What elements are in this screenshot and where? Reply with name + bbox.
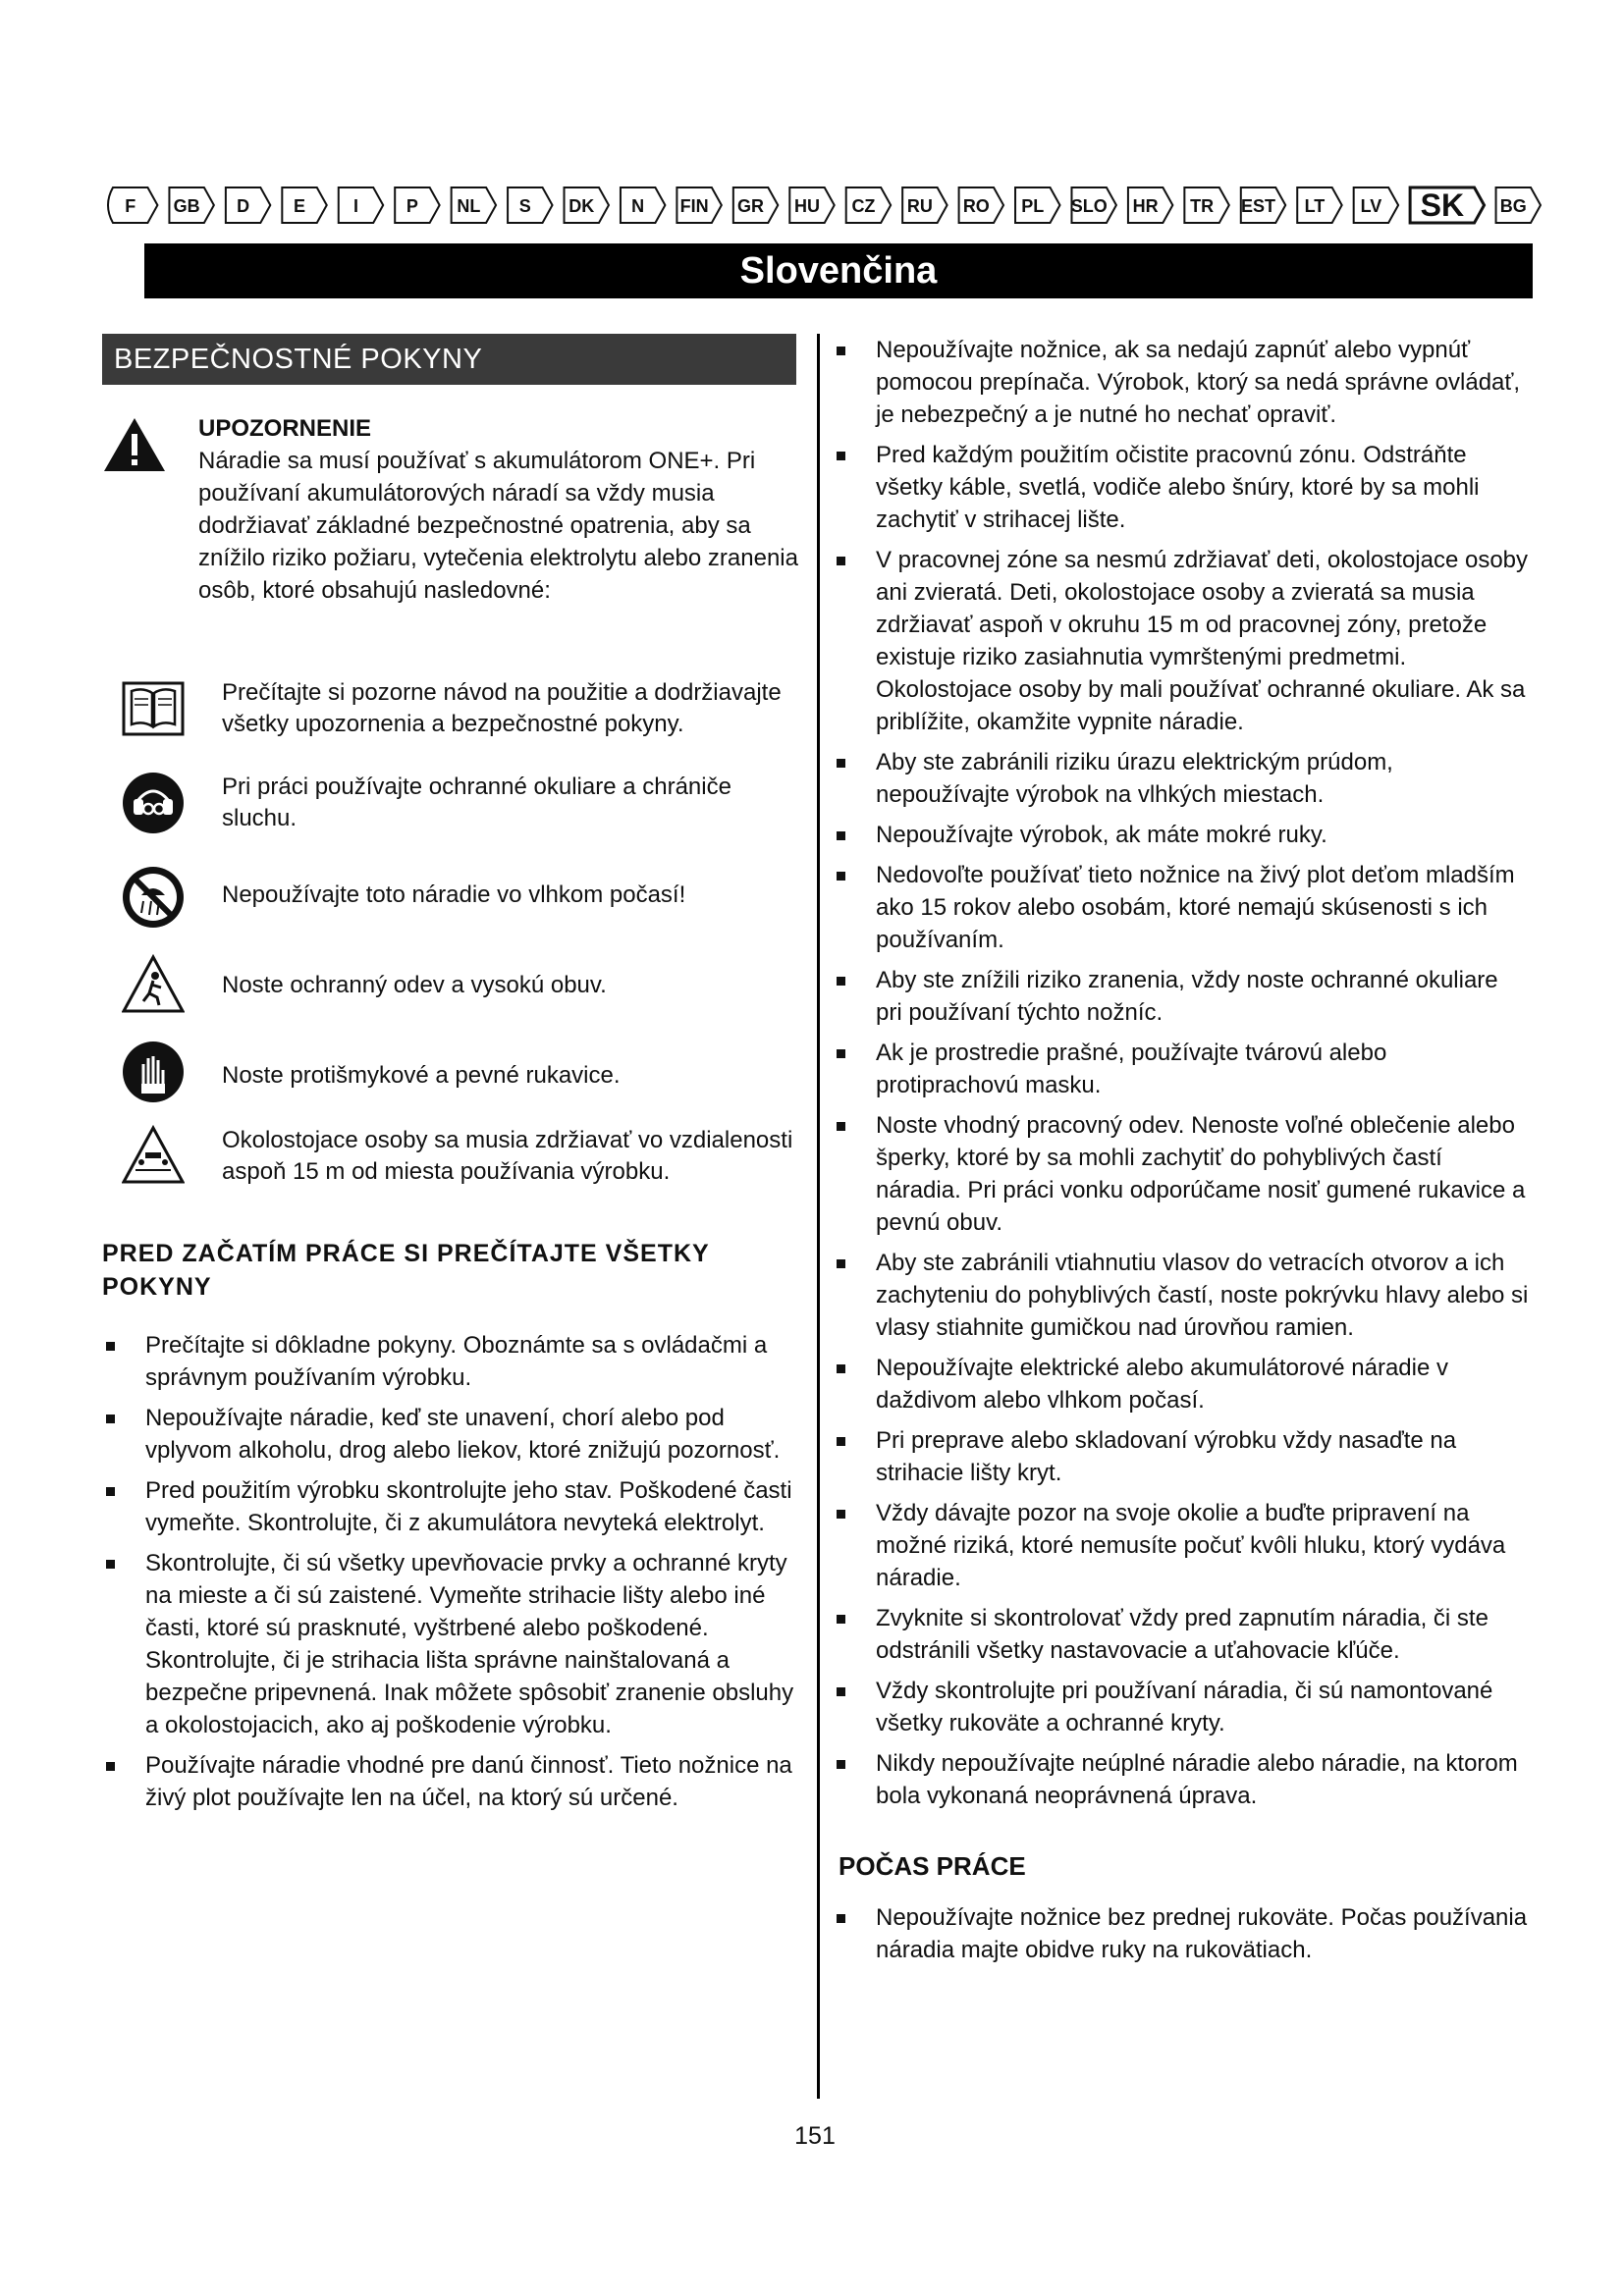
protective-clothing-icon [122, 954, 185, 1017]
warning-title: UPOZORNENIE [198, 415, 372, 442]
language-bar [102, 185, 1542, 226]
symbol-text-rain: Nepoužívajte toto náradie vo vlhkom počasí! [222, 881, 686, 908]
warning-triangle-icon [102, 416, 167, 473]
language-tab-ro [959, 187, 1003, 223]
during-work-heading: POČAS PRÁCE [839, 1851, 1026, 1881]
language-tab-p [395, 187, 439, 223]
gloves-icon [122, 1041, 185, 1103]
language-code: E [294, 196, 306, 216]
before-start-heading: PRED ZAČATÍM PRÁCE SI PREČÍTAJTE VŠETKY POKYNY [102, 1240, 710, 1301]
language-tab-cz [846, 187, 891, 223]
language-code: GB [173, 196, 200, 216]
language-tab-bg [1496, 187, 1541, 223]
list-item: Nepoužívajte náradie, keď ste unavení, chorí alebo pod vplyvom alkoholu, drog alebo liekov, ktoré znižujú pozornosť. [102, 1402, 796, 1467]
list-item: Nepoužívajte elektrické alebo akumulátorové náradie v daždivom alebo vlhkom počasí. [833, 1352, 1530, 1416]
language-tab-nl [452, 187, 496, 223]
language-code: CZ [851, 196, 876, 216]
list-item: Pred použitím výrobku skontrolujte jeho stav. Poškodené časti vymeňte. Skontrolujte, či z akumulátora nevyteká elektrolyt. [102, 1474, 796, 1539]
symbol-row-rain [102, 866, 796, 954]
list-item: Vždy skontrolujte pri používaní náradia, či sú namontované všetky rukoväte a ochranné kryty. [833, 1675, 1530, 1739]
symbol-row-goggles [102, 772, 796, 866]
bystander-distance-icon [122, 1125, 185, 1188]
symbol-text-distance: Okolostojace osoby sa musia zdržiavať vo vzdialenosti aspoň 15 m od miesta používania výrobku. [222, 1127, 793, 1185]
column-divider [817, 334, 820, 2099]
list-item: Noste vhodný pracovný odev. Nenoste voľné oblečenie alebo šperky, ktoré by sa mohli zachytiť do pohyblivých častí náradia. Pri práci vonku odporúčame nosiť gumené rukavice a pevnú obuv. [833, 1109, 1530, 1239]
list-item: Pred každým použitím očistite pracovnú zónu. Odstráňte všetky káble, svetlá, vodiče alebo šnúry, ktoré by sa mohli zachytiť v strihacej lište. [833, 439, 1530, 536]
list-item: Ak je prostredie prašné, používajte tvárovú alebo protiprachovú masku. [833, 1037, 1530, 1101]
symbol-text-gloves: Noste protišmykové a pevné rukavice. [222, 1062, 621, 1089]
language-tab-est [1241, 187, 1285, 223]
language-tab-i [339, 187, 383, 223]
language-tab-fin [677, 187, 721, 223]
language-code: F [125, 196, 136, 216]
language-code: BG [1499, 196, 1527, 216]
warning-block [102, 412, 796, 677]
no-rain-icon [122, 866, 185, 929]
language-code: I [352, 196, 358, 216]
language-code: GR [737, 196, 765, 216]
language-code: LV [1360, 196, 1382, 216]
list-item: Nedovoľte používať tieto nožnice na živý plot deťom mladším ako 15 rokov alebo osobám, ktoré nemajú skúsenosti s ich používaním. [833, 859, 1530, 956]
language-tab-hu [789, 187, 834, 223]
language-tab-gb [169, 187, 213, 223]
language-code: N [631, 196, 645, 216]
language-tab-ru [902, 187, 947, 223]
left-column [102, 334, 796, 1822]
safety-rules-list [833, 334, 1530, 1812]
before-start-list [102, 1329, 796, 1814]
during-work-list [833, 1901, 1530, 1966]
symbol-text-manual: Prečítajte si pozorne návod na použitie a dodržiavajte všetky upozornenia a bezpečnostné pokyny. [222, 679, 782, 737]
list-item: Skontrolujte, či sú všetky upevňovacie prvky a ochranné kryty na mieste a či sú zaistené. Vymeňte strihacie lišty alebo iné časti, ktoré sú prasknuté, vyštrbené alebo poškodené. Skontrolujte, či je strihacia lišta správne nainštalovaná a bezpečne pripevnená. Inak môžete spôsobiť zranenie obsluhy a okolostojacich, ako aj poškodenie výrobku. [102, 1547, 796, 1741]
language-tab-slo [1071, 187, 1116, 223]
list-item: Nepoužívajte nožnice, ak sa nedajú zapnúť alebo vypnúť pomocou prepínača. Výrobok, ktorý sa nedá správne ovládať, je nebezpečný a je nutné ho nechať opraviť. [833, 334, 1530, 431]
list-item: Zvyknite si skontrolovať vždy pred zapnutím náradia, či ste odstránili všetky nastavovacie a uťahovacie kľúče. [833, 1602, 1530, 1667]
language-tab-pl [1015, 187, 1059, 223]
page-title: Slovenčina [144, 243, 1533, 298]
language-tab-f [108, 187, 157, 223]
list-item: Aby ste zabránili vtiahnutiu vlasov do vetracích otvorov a ich zachyteniu do pohyblivých častí, noste pokrývku hlavy alebo si vlasy stiahnite gumičkou nad úrovňou ramien. [833, 1247, 1530, 1344]
symbol-row-clothing [102, 954, 796, 1041]
language-tab-n [621, 187, 665, 223]
list-item: Prečítajte si dôkladne pokyny. Oboznámte sa s ovládačmi a správnym používaním výrobku. [102, 1329, 796, 1394]
language-code: SK [1420, 187, 1465, 223]
language-code: LT [1304, 196, 1326, 216]
language-tab-dk [565, 187, 609, 223]
language-tab-lt [1297, 187, 1341, 223]
warning-text-block [198, 412, 799, 607]
list-item: Aby ste zabránili riziku úrazu elektrickým prúdom, nepoužívajte výrobok na vlhkých miestach. [833, 746, 1530, 811]
language-code: FIN [679, 196, 709, 216]
language-tab-e [282, 187, 326, 223]
language-code: SLO [1070, 196, 1108, 216]
language-code: RO [962, 196, 990, 216]
right-column [833, 334, 1530, 1974]
language-code: D [237, 196, 250, 216]
list-item: Pri preprave alebo skladovaní výrobku vždy nasaďte na strihacie lišty kryt. [833, 1424, 1530, 1489]
symbol-text-goggles: Pri práci používajte ochranné okuliare a chrániče sluchu. [222, 774, 731, 831]
page-number: 151 [794, 2122, 836, 2150]
language-tab-gr [733, 187, 778, 223]
language-code: PL [1021, 196, 1045, 216]
language-tab-hr [1128, 187, 1172, 223]
language-tab-d [226, 187, 270, 223]
list-item: Nikdy nepoužívajte neúplné náradie alebo náradie, na ktorom bola vykonaná neoprávnená úprava. [833, 1747, 1530, 1812]
manual-book-icon [122, 677, 185, 740]
language-code: HR [1132, 196, 1159, 216]
language-tab-lv [1354, 187, 1398, 223]
list-item: Nepoužívajte výrobok, ak máte mokré ruky. [833, 819, 1530, 851]
language-code: S [518, 196, 531, 216]
language-code: TR [1190, 196, 1215, 216]
warning-text: Náradie sa musí používať s akumulátorom ONE+. Pri používaní akumulátorových náradí sa vždy musia dodržiavať základné bezpečnostné opatrenia, aby sa znížilo riziko požiaru, vytečenia elektrolytu alebo zranenia osôb, ktoré obsahujú nasledovné: [198, 448, 798, 604]
list-item: V pracovnej zóne sa nesmú zdržiavať deti, okolostojace osoby ani zvieratá. Deti, okolostojace osoby a zvieratá sa musia zdržiavať aspoň v okruhu 15 m od pracovnej zóny, pretože existuje riziko zasiahnutia vymrštenými predmetmi. Okolostojace osoby by mali používať ochranné okuliare. Ak sa priblížite, okamžite vypnite náradie. [833, 544, 1530, 738]
symbol-row-distance [102, 1125, 796, 1223]
language-tabs [102, 185, 1542, 226]
language-tab-tr [1184, 187, 1228, 223]
language-code: NL [457, 196, 481, 216]
list-item: Aby ste znížili riziko zranenia, vždy noste ochranné okuliare pri používaní týchto nožníc. [833, 964, 1530, 1029]
language-code: P [406, 196, 418, 216]
list-item: Používajte náradie vhodné pre danú činnosť. Tieto nožnice na živý plot používajte len na účel, na ktorý sú určené. [102, 1749, 796, 1814]
list-item: Nepoužívajte nožnice bez prednej rukoväte. Počas používania náradia majte obidve ruky na rukovätiach. [833, 1901, 1530, 1966]
list-item: Vždy dávajte pozor na svoje okolie a buďte pripravení na možné riziká, ktoré nemusíte počuť kvôli hluku, ktorý vydáva náradie. [833, 1497, 1530, 1594]
language-code: RU [906, 196, 933, 216]
goggles-ear-protection-icon [122, 772, 185, 834]
safety-heading: BEZPEČNOSTNÉ POKYNY [102, 334, 796, 385]
symbol-row-manual [102, 677, 796, 772]
symbol-text-clothing: Noste ochranný odev a vysokú obuv. [222, 972, 607, 998]
symbol-row-gloves [102, 1041, 796, 1125]
language-tab-sk [1410, 187, 1484, 223]
language-code: HU [794, 196, 820, 216]
language-code: EST [1241, 196, 1276, 216]
language-tab-s [508, 187, 552, 223]
language-code: DK [568, 196, 595, 216]
